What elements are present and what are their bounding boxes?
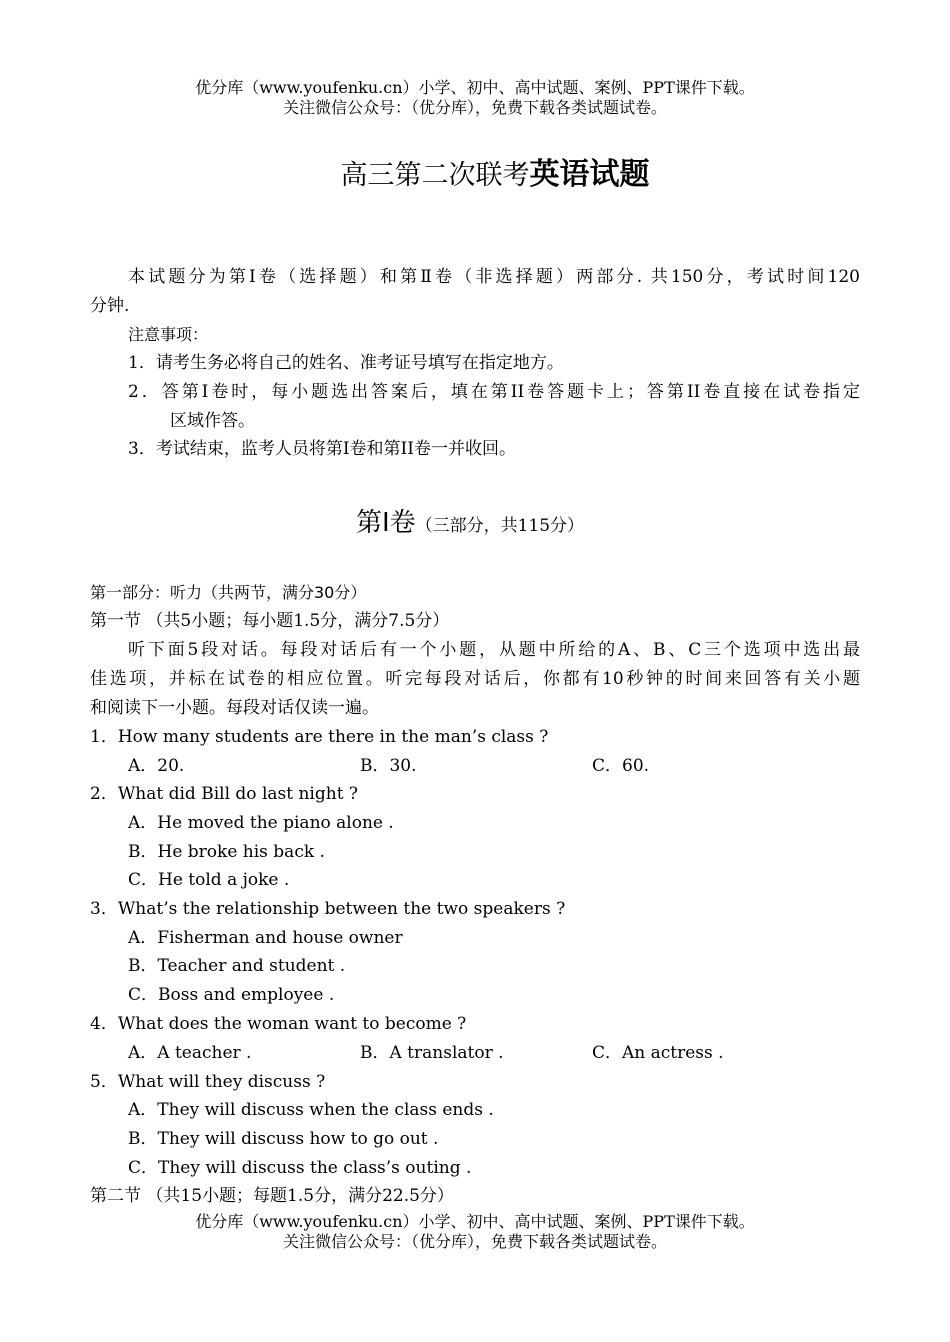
footer-line-2: 关注微信公众号：（优分库），免费下载各类试题试卷。 [282,1232,667,1251]
intro-line-1: 本试题分为第Ⅰ卷（选择题）和第Ⅱ卷（非选择题）两部分. 共150分，考试时间120 [128,267,860,287]
question-3-option-a: A．Fisherman and house owner [128,928,403,948]
question-2-option-b: B．He broke his back . [128,842,325,862]
section1-instr-line-1: 听下面5段对话。每段对话后有一个小题，从题中所给的A、B、C三个选项中选出最 [128,640,860,660]
page-title [0,155,950,196]
title-bold: 英语试题 [529,157,650,192]
notes-heading: 注意事项： [128,325,209,344]
notes-item-1: 1．请考生务必将自己的姓名、准考证号填写在指定地方。 [128,353,564,373]
part1-heading: 第一部分：听力（共两节，满分30分） [90,583,367,602]
question-3-option-b: B．Teacher and student . [128,956,346,976]
question-3-option-c: C．Boss and employee . [128,985,335,1005]
footer-line-1: 优分库（www.youfenku.cn）小学、初中、高中试题、案例、PPT课件下载。 [195,1212,755,1231]
notes-item-2-line-1: 2．答第I卷时，每小题选出答案后，填在第II卷答题卡上；答第II卷直接在试卷指定 [128,382,860,402]
section2-heading: 第二节 （共15小题；每题1.5分，满分22.5分） [90,1186,454,1206]
question-2: 2．What did Bill do last night ? [90,784,359,804]
section1-instr-line-2: 佳选项，并标在试卷的相应位置。听完每段对话后，你都有10秒钟的时间来回答有关小题 [90,669,860,689]
question-4-option-a: A．A teacher . [128,1043,252,1063]
header-line-2: 关注微信公众号：（优分库），免费下载各类试题试卷。 [282,98,667,117]
volume-label: 第Ⅰ卷 [355,508,416,538]
question-4-option-c: C．An actress . [592,1043,724,1063]
notes-item-2-line-2: 区域作答。 [170,411,255,431]
question-1: 1．How many students are there in the man’s class ? [90,727,549,747]
intro-line-2: 分钟. [90,296,130,316]
title-normal: 高三第二次联考 [340,160,530,191]
question-2-option-a: A．He moved the piano alone . [128,813,394,833]
question-1-option-c: C．60. [592,756,650,776]
question-1-option-b: B．30. [360,756,417,776]
question-1-option-a: A．20. [128,756,185,776]
volume-note: （三部分，共115分） [415,516,585,536]
section1-heading: 第一节 （共5小题；每小题1.5分，满分7.5分） [90,611,450,631]
question-5-option-a: A．They will discuss when the class ends . [128,1100,494,1120]
section1-instr-line-3: 和阅读下一小题。每段对话仅读一遍。 [90,698,379,718]
question-2-option-c: C．He told a joke . [128,870,290,890]
question-4-option-b: B．A translator . [360,1043,504,1063]
notes-item-3: 3．考试结束，监考人员将第I卷和第II卷一并收回。 [128,439,516,459]
question-4: 4．What does the woman want to become ? [90,1014,467,1034]
volume-heading [0,505,940,544]
question-3: 3．What’s the relationship between the two speakers ? [90,899,566,919]
question-5-option-b: B．They will discuss how to go out . [128,1129,439,1149]
header-line-1: 优分库（www.youfenku.cn）小学、初中、高中试题、案例、PPT课件下载。 [195,78,755,97]
question-5-option-c: C．They will discuss the class’s outing . [128,1158,472,1178]
question-5: 5．What will they discuss ? [90,1072,326,1092]
